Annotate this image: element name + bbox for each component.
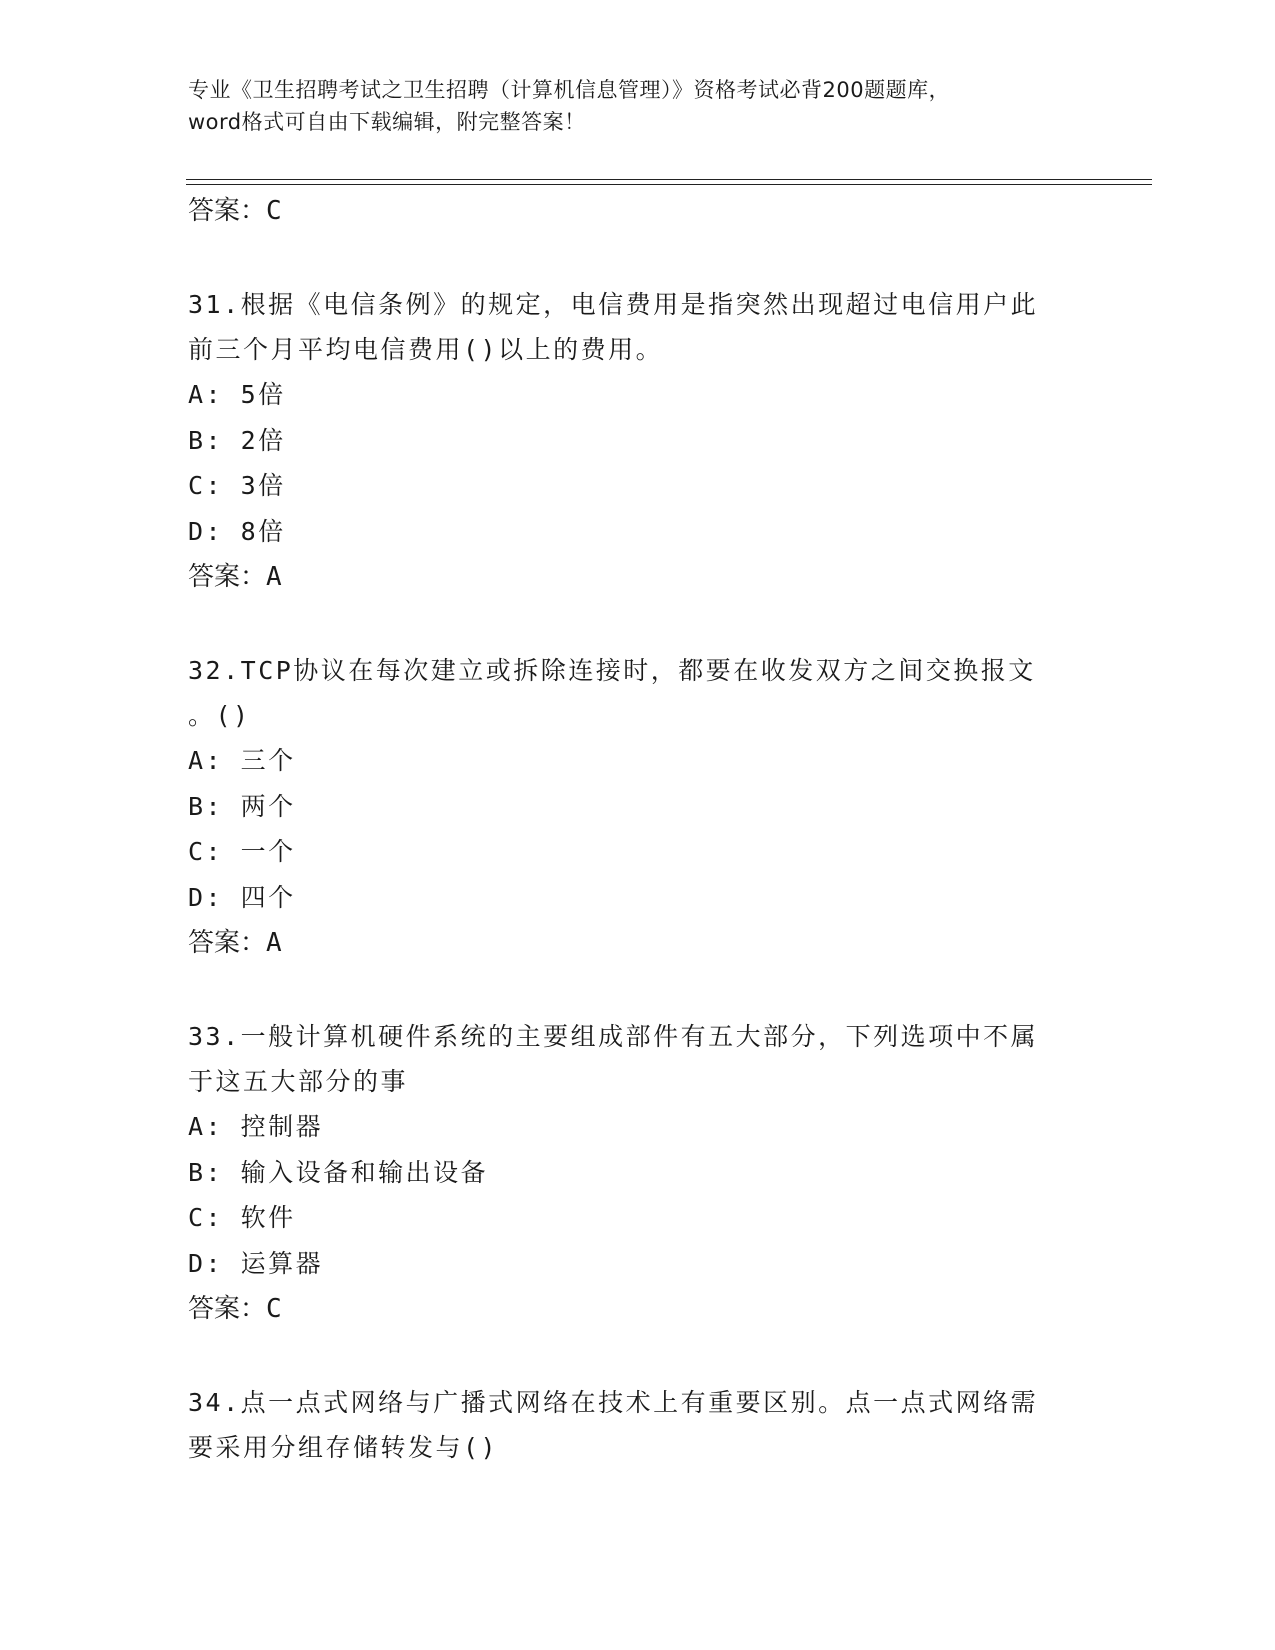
option-d: D: 四个 — [188, 882, 296, 912]
option-a: A: 三个 — [188, 746, 296, 775]
answer-line — [188, 920, 1088, 966]
option-b: B: 输入设备和输出设备 — [188, 1157, 489, 1187]
question-34 — [188, 1380, 1068, 1470]
question-text-line: 于这五大部分的事 — [188, 1067, 409, 1096]
answer-label: 答案： — [188, 196, 267, 226]
question-32 — [188, 648, 1068, 738]
answer-value: A — [266, 562, 282, 592]
answer-label: 答案： — [188, 928, 267, 958]
question-text-line: 31.根据《电信条例》的规定，电信费用是指突然出现超过电信用户此 — [188, 290, 1039, 319]
option-d: D: 运算器 — [188, 1248, 324, 1278]
header-divider-top — [186, 179, 1152, 180]
answer-value: C — [266, 1294, 282, 1324]
question-text-line: 34.点一点式网络与广播式网络在技术上有重要区别。点一点式网络需 — [188, 1388, 1039, 1417]
question-33 — [188, 1014, 1068, 1104]
question-text-line: 33.一般计算机硬件系统的主要组成部件有五大部分，下列选项中不属 — [188, 1022, 1039, 1051]
option-c: C: 软件 — [188, 1203, 296, 1232]
option-d: D: 8倍 — [188, 516, 286, 546]
answer-line — [188, 188, 1088, 234]
answer-label: 答案： — [188, 562, 267, 592]
option-b: B: 2倍 — [188, 425, 286, 455]
answer-label: 答案： — [188, 1294, 267, 1324]
answer-line — [188, 1286, 1088, 1332]
question-text-line: 要采用分组存储转发与() — [188, 1433, 499, 1462]
question-text-line: 32.TCP协议在每次建立或拆除连接时，都要在收发双方之间交换报文 — [188, 656, 1036, 685]
header-title-line-1: 专业《卫生招聘考试之卫生招聘（计算机信息管理）》资格考试必背200题题库， — [188, 78, 951, 102]
option-c: C: 3倍 — [188, 471, 286, 500]
question-31 — [188, 282, 1068, 372]
header-divider-bottom — [186, 184, 1152, 185]
answer-value: A — [266, 928, 282, 958]
question-text-line: 。() — [188, 701, 251, 730]
option-b: B: 两个 — [188, 791, 296, 821]
answer-line — [188, 554, 1088, 600]
document-header — [188, 74, 1088, 138]
option-a: A: 控制器 — [188, 1112, 324, 1141]
option-a: A: 5倍 — [188, 380, 286, 409]
question-list — [188, 188, 1088, 1470]
header-title-line-2: word格式可自由下载编辑，附完整答案！ — [188, 110, 586, 134]
answer-value: C — [266, 196, 282, 226]
option-c: C: 一个 — [188, 837, 296, 866]
question-text-line: 前三个月平均电信费用()以上的费用。 — [188, 335, 664, 364]
